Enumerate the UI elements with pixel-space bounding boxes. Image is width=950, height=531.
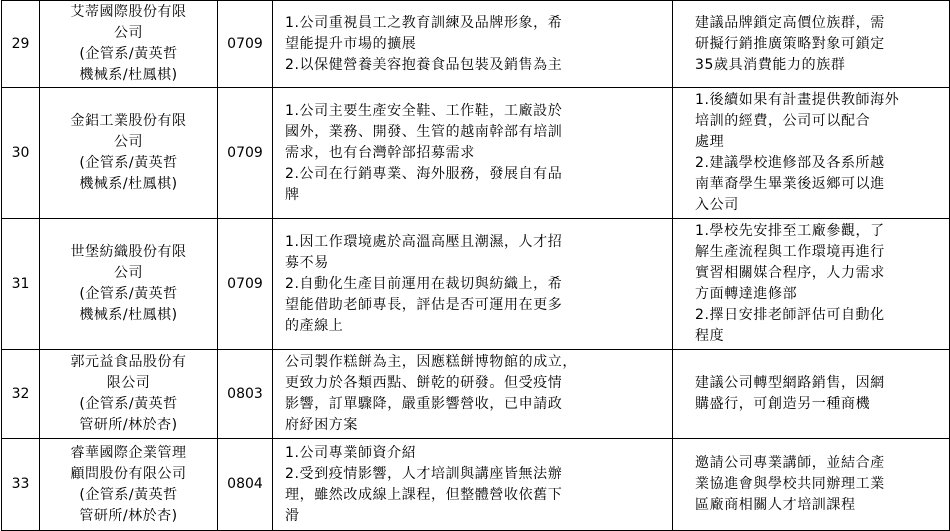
company-line: 公司 xyxy=(114,134,143,150)
table-row xyxy=(2,350,950,439)
row-number-cell: 29 xyxy=(2,1,40,88)
content-line: 募不易 xyxy=(285,254,329,271)
table-body xyxy=(2,1,950,531)
table-row xyxy=(2,1,950,88)
visit-content-cell xyxy=(273,350,673,439)
visit-content-cell xyxy=(273,88,673,219)
company-line: 機械系/杜鳳棋) xyxy=(79,67,178,83)
advice-line: 實習相關媒合程序，人力需求 xyxy=(695,265,885,281)
advice-line: 入公司 xyxy=(695,197,739,213)
advice-cell xyxy=(673,439,950,531)
row-number-cell: 33 xyxy=(2,439,40,531)
advice-line: 研擬行銷推廣策略對象可鎖定 xyxy=(695,35,885,52)
advice-line: 解生產流程與工作環境再進行 xyxy=(695,244,885,260)
company-cell xyxy=(40,88,218,219)
company-line: (企管系/黃英哲 xyxy=(79,286,178,302)
company-line: 限公司 xyxy=(106,375,151,391)
content-line: 2.自動化生產目前運用在裁切與紡織上，希 xyxy=(285,275,563,292)
content-line: 國外，業務、開發、生管的越南幹部有培訓 xyxy=(285,123,563,140)
content-line: 1.因工作環境處於高溫高壓且潮濕，人才招 xyxy=(285,233,563,250)
company-cell xyxy=(40,350,218,439)
content-line: 的產線上 xyxy=(285,317,344,334)
company-line: 睿華國際企業管理 xyxy=(70,444,187,461)
content-line: 影響，訂單驟降，嚴重影響營收，已申請政 xyxy=(285,396,563,412)
company-line: (企管系/黃英哲 xyxy=(79,486,178,503)
visit-content-cell xyxy=(273,439,673,531)
advice-line: 處理 xyxy=(695,134,725,150)
company-line: 郭元益食品股份有 xyxy=(70,354,187,370)
advice-line: 南華裔學生畢業後返鄉可以進 xyxy=(695,176,885,192)
advice-cell xyxy=(673,219,950,350)
content-line: 2.受到疫情影響，人才培訓與講座皆無法辦 xyxy=(285,465,563,482)
visit-date-cell: 0804 xyxy=(218,439,273,531)
advice-line: 2.擇日安排老師評估可自動化 xyxy=(695,307,885,323)
content-line: 滑 xyxy=(285,507,300,524)
advice-line: 35歲具消費能力的族群 xyxy=(695,56,846,73)
content-line: 公司製作糕餅為主，因應糕餅博物館的成立， xyxy=(285,354,577,370)
row-number-cell: 32 xyxy=(2,350,40,439)
content-line: 2.以保健營養美容抱養食品包裝及銷售為主 xyxy=(285,56,563,73)
row-number-cell: 30 xyxy=(2,88,40,219)
content-line: 1.公司專業師資介紹 xyxy=(285,444,417,461)
company-line: 顧問股份有限公司 xyxy=(70,465,187,482)
row-number-cell: 31 xyxy=(2,219,40,350)
company-line: (企管系/黃英哲 xyxy=(79,46,178,62)
company-line: 金鋁工業股份有限 xyxy=(70,113,187,129)
company-line: 艾蒂國際股份有限 xyxy=(70,4,187,20)
advice-line: 邀請公司專業講師，並結合產 xyxy=(695,455,885,471)
content-line: 需求，也有台灣幹部招募需求 xyxy=(285,144,475,161)
advice-line: 建議公司轉型網路銷售，因網 xyxy=(695,375,885,391)
advice-line: 程度 xyxy=(695,328,725,344)
company-line: 公司 xyxy=(114,265,143,281)
advice-line: 方面轉達進修部 xyxy=(695,286,798,302)
content-line: 望能借助老師專長，評估是否可運用在更多 xyxy=(285,296,563,313)
content-line: 1.公司主要生產安全鞋、工作鞋，工廠設於 xyxy=(285,102,563,119)
advice-cell xyxy=(673,350,950,439)
company-cell xyxy=(40,439,218,531)
advice-line: 建議品牌鎖定高價位族群，需 xyxy=(695,14,885,31)
content-line: 理，雖然改成線上課程，但整體營收依舊下 xyxy=(285,486,563,503)
advice-line: 區廠商相關人才培訓課程 xyxy=(695,497,856,513)
company-line: (企管系/黃英哲 xyxy=(79,396,178,412)
company-cell xyxy=(40,219,218,350)
company-line: 公司 xyxy=(114,25,143,41)
content-line: 牌 xyxy=(285,186,300,203)
content-line: 望能提升市場的擴展 xyxy=(285,35,417,52)
advice-cell xyxy=(673,88,950,219)
company-line: (企管系/黃英哲 xyxy=(79,155,178,171)
visit-record-table xyxy=(1,0,950,531)
company-line: 管研所/林於杏) xyxy=(79,507,178,524)
visit-content-cell xyxy=(273,1,673,88)
table-row xyxy=(2,439,950,531)
advice-cell xyxy=(673,1,950,88)
advice-line: 1.後續如果有計畫提供教師海外 xyxy=(695,92,900,108)
visit-date-cell: 0709 xyxy=(218,219,273,350)
content-line: 更致力於各類西點、餅乾的研發。但受疫情 xyxy=(285,375,563,391)
visit-content-cell xyxy=(273,219,673,350)
advice-line: 購盛行，可創造另一種商機 xyxy=(695,396,871,412)
content-line: 2.公司在行銷專業、海外服務，發展自有品 xyxy=(285,165,563,182)
visit-date-cell: 0709 xyxy=(218,88,273,219)
content-line: 1.公司重視員工之教育訓練及品牌形象，希 xyxy=(285,14,563,31)
advice-line: 2.建議學校進修部及各系所越 xyxy=(695,155,885,171)
company-line: 管研所/林於杏) xyxy=(79,417,178,433)
visit-date-cell: 0709 xyxy=(218,1,273,88)
company-cell xyxy=(40,1,218,88)
table-row xyxy=(2,88,950,219)
visit-date-cell: 0803 xyxy=(218,350,273,439)
advice-line: 1.學校先安排至工廠參觀，了 xyxy=(695,223,885,239)
advice-line: 培訓的經費，公司可以配合 xyxy=(695,113,871,129)
table-row xyxy=(2,219,950,350)
advice-line: 業協進會與學校共同辦理工業 xyxy=(695,476,885,492)
content-line: 府紓困方案 xyxy=(285,417,358,433)
company-line: 世堡紡織股份有限 xyxy=(70,244,187,260)
company-line: 機械系/杜鳳棋) xyxy=(79,176,178,192)
company-line: 機械系/杜鳳棋) xyxy=(79,307,178,323)
